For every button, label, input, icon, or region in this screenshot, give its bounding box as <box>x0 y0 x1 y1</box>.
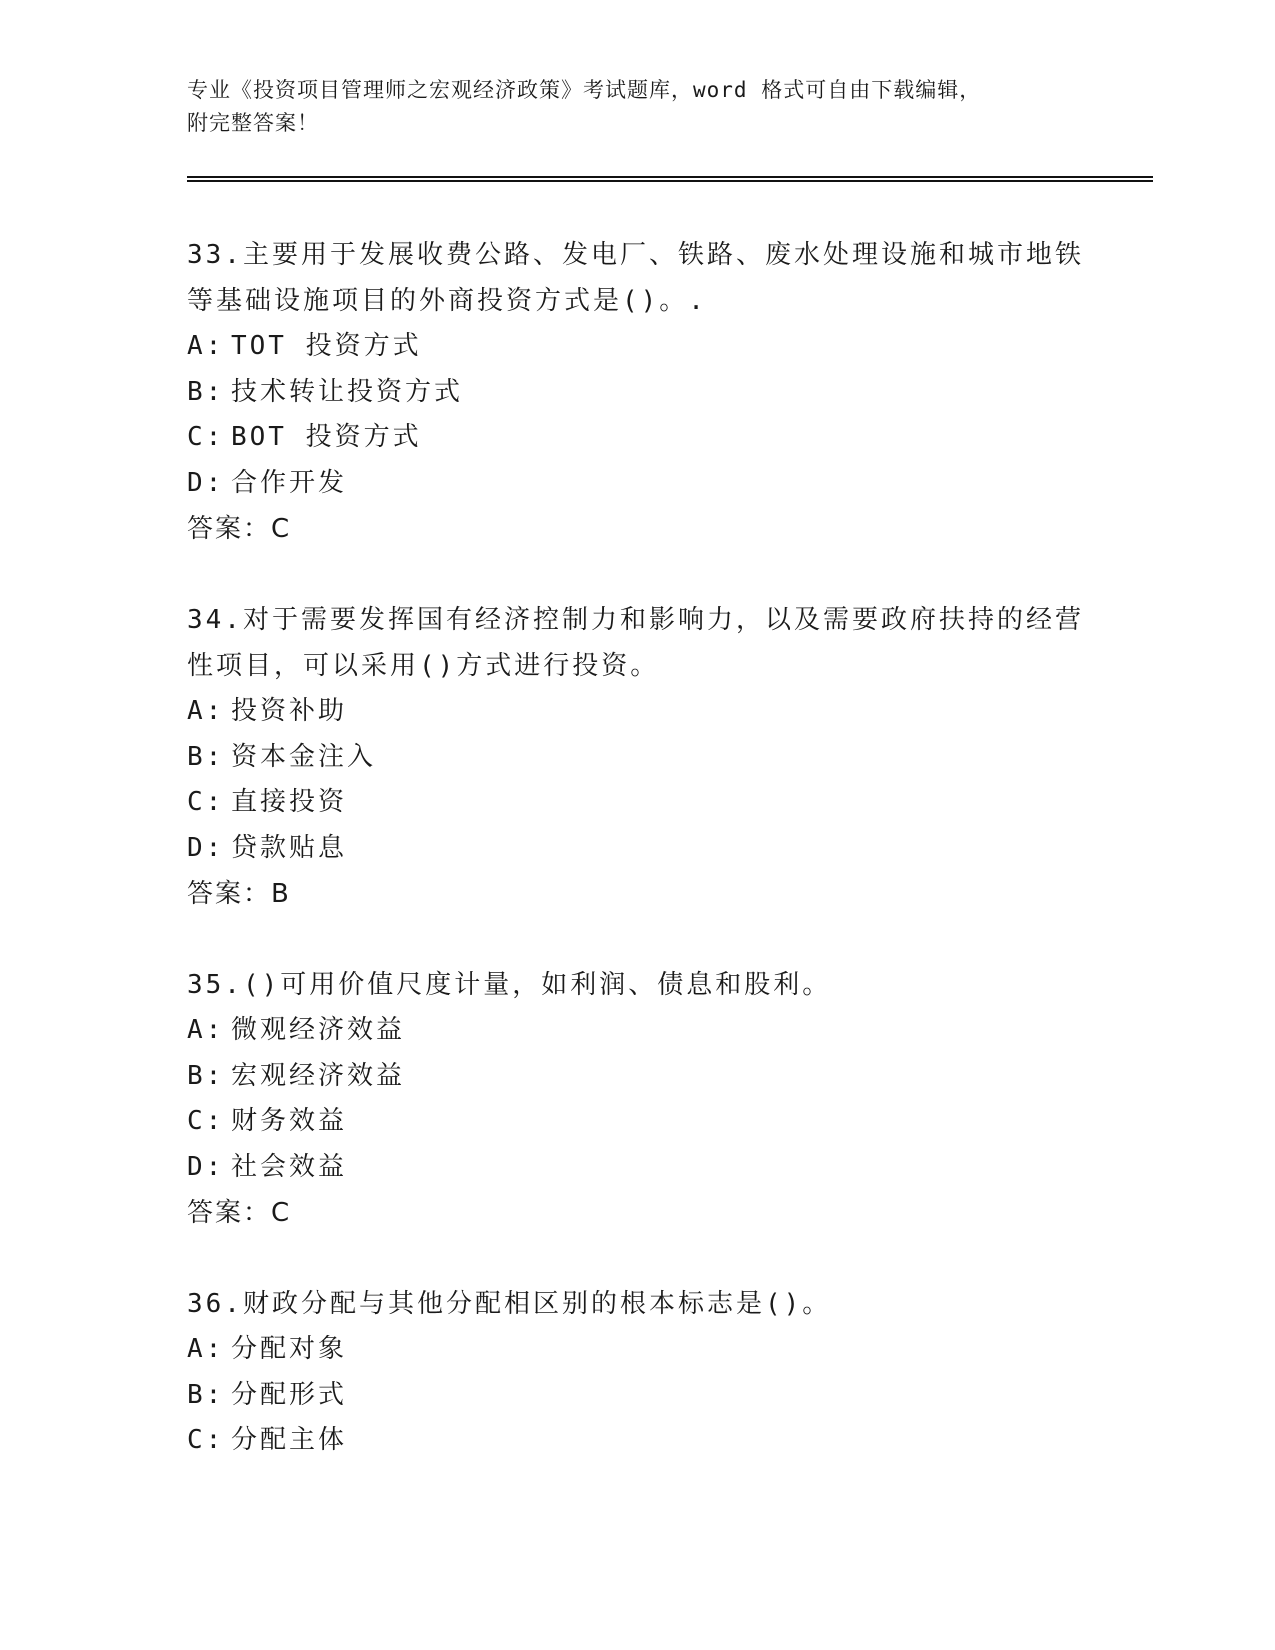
option-text: 社会效益 <box>231 1151 348 1182</box>
option-b <box>187 1054 1147 1100</box>
option-key: C: <box>187 1425 225 1455</box>
option-c <box>187 415 1147 461</box>
option-key: B: <box>187 376 225 407</box>
option-text: BOT 投资方式 <box>231 422 422 452</box>
option-b <box>187 735 1147 781</box>
option-key: B: <box>187 1379 225 1410</box>
option-key: A: <box>187 696 225 726</box>
document-header <box>187 74 1067 140</box>
header-double-rule <box>187 176 1153 182</box>
header-line-1: 专业《投资项目管理师之宏观经济政策》考试题库，word 格式可自由下载编辑， <box>187 78 982 102</box>
option-a <box>187 1008 1147 1054</box>
header-line-2: 附完整答案！ <box>187 111 319 135</box>
option-b <box>187 1373 1147 1419</box>
option-text: 投资补助 <box>231 696 348 726</box>
option-text: 财务效益 <box>231 1106 348 1136</box>
question-33 <box>187 232 1147 552</box>
option-d <box>187 826 1147 872</box>
option-a <box>187 324 1147 370</box>
option-text: 技术转让投资方式 <box>231 376 464 407</box>
question-stem: 35.()可用价值尺度计量，如利润、债息和股利。 <box>187 970 832 1000</box>
option-d <box>187 461 1147 507</box>
option-c <box>187 1418 1147 1464</box>
option-text: 合作开发 <box>231 467 348 498</box>
option-text: 微观经济效益 <box>231 1015 406 1045</box>
answer-line: 答案：C <box>187 514 292 544</box>
option-key: B: <box>187 741 225 772</box>
option-key: C: <box>187 1106 225 1136</box>
option-key: D: <box>187 467 225 498</box>
option-a <box>187 1327 1147 1373</box>
option-key: A: <box>187 331 225 361</box>
option-text: 宏观经济效益 <box>231 1060 406 1091</box>
option-key: D: <box>187 1151 225 1182</box>
question-list <box>187 232 1147 1509</box>
question-36 <box>187 1281 1147 1464</box>
option-text: 分配主体 <box>231 1425 348 1455</box>
option-key: C: <box>187 787 225 817</box>
question-stem: 36.财政分配与其他分配相区别的根本标志是()。 <box>187 1289 832 1319</box>
option-key: A: <box>187 1334 225 1364</box>
option-key: D: <box>187 832 225 863</box>
answer-line: 答案：C <box>187 1198 292 1228</box>
question-stem: 34.对于需要发挥国有经济控制力和影响力，以及需要政府扶持的经营性项目，可以采用()方式进行投资。 <box>187 605 1084 681</box>
option-key: B: <box>187 1060 225 1091</box>
option-key: C: <box>187 422 225 452</box>
option-c <box>187 780 1147 826</box>
option-d <box>187 1145 1147 1191</box>
question-34 <box>187 597 1147 917</box>
option-b <box>187 370 1147 416</box>
option-text: TOT 投资方式 <box>231 331 422 361</box>
option-text: 资本金注入 <box>231 741 377 772</box>
question-35 <box>187 962 1147 1236</box>
answer-line: 答案：B <box>187 879 291 909</box>
option-text: 分配形式 <box>231 1379 348 1410</box>
question-stem: 33.主要用于发展收费公路、发电厂、铁路、废水处理设施和城市地铁等基础设施项目的外商投资方式是()。. <box>187 240 1084 316</box>
option-c <box>187 1099 1147 1145</box>
option-key: A: <box>187 1015 225 1045</box>
option-text: 直接投资 <box>231 787 348 817</box>
option-a <box>187 689 1147 735</box>
option-text: 贷款贴息 <box>231 832 348 863</box>
option-text: 分配对象 <box>231 1334 348 1364</box>
